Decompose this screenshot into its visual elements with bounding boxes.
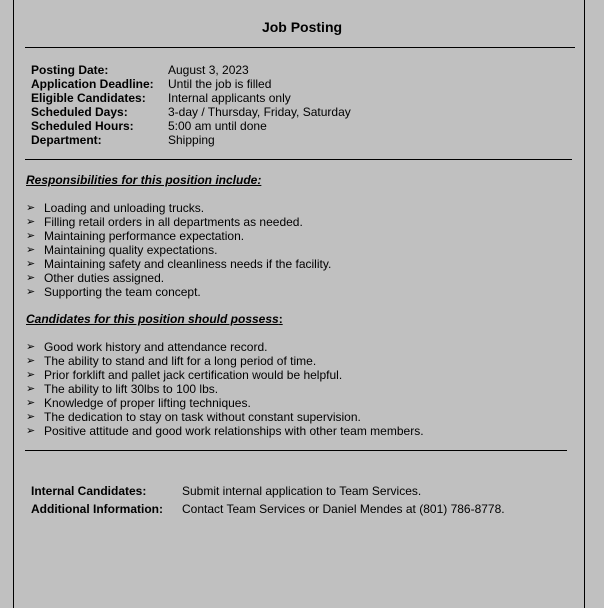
detail-value: Internal applicants only: [168, 91, 291, 105]
list-item: ➢ Maintaining safety and cleanliness needs if the facility.: [26, 257, 332, 271]
arrow-bullet-icon: ➢: [26, 369, 36, 381]
contact-label: Internal Candidates:: [31, 484, 147, 498]
contact-value: Submit internal application to Team Services.: [182, 484, 422, 498]
arrow-bullet-icon: ➢: [26, 397, 36, 409]
arrow-bullet-icon: ➢: [26, 258, 36, 270]
arrow-bullet-icon: ➢: [26, 411, 36, 423]
arrow-bullet-icon: ➢: [26, 383, 36, 395]
detail-label: Scheduled Hours:: [31, 119, 134, 133]
list-item: ➢ Maintaining performance expectation.: [26, 229, 245, 243]
title-divider: [25, 47, 575, 48]
qualifications-heading: Candidates for this position should possess:: [26, 312, 283, 326]
contact-divider: [25, 450, 567, 451]
arrow-bullet-icon: ➢: [26, 216, 36, 228]
arrow-bullet-icon: ➢: [26, 286, 36, 298]
arrow-bullet-icon: ➢: [26, 425, 36, 437]
detail-value: August 3, 2023: [168, 63, 249, 77]
list-item: ➢ Positive attitude and good work relationships with other team members.: [26, 424, 424, 438]
page-title: Job Posting: [261, 19, 343, 35]
contact-label: Additional Information:: [31, 502, 163, 516]
list-item: ➢ Knowledge of proper lifting techniques.: [26, 396, 251, 410]
list-item: ➢ The ability to stand and lift for a long period of time.: [26, 354, 317, 368]
arrow-bullet-icon: ➢: [26, 272, 36, 284]
contact-value: Contact Team Services or Daniel Mendes at (801) 786-8778.: [182, 502, 505, 516]
arrow-bullet-icon: ➢: [26, 244, 36, 256]
list-item: ➢ Good work history and attendance record.: [26, 340, 268, 354]
list-item: ➢ Prior forklift and pallet jack certification would be helpful.: [26, 368, 343, 382]
detail-label: Eligible Candidates:: [31, 91, 146, 105]
detail-label: Posting Date:: [31, 63, 109, 77]
list-item: ➢ The dedication to stay on task without constant supervision.: [26, 410, 361, 424]
detail-value: Until the job is filled: [168, 77, 272, 91]
detail-value: 5:00 am until done: [168, 119, 267, 133]
responsibilities-list: [26, 201, 331, 299]
detail-label: Department:: [31, 133, 102, 147]
list-item: ➢ Filling retail orders in all departments as needed.: [26, 215, 303, 229]
responsibilities-heading: Responsibilities for this position include:: [26, 173, 262, 187]
detail-label: Scheduled Days:: [31, 105, 128, 119]
arrow-bullet-icon: ➢: [26, 230, 36, 242]
qualifications-list: [26, 340, 424, 438]
arrow-bullet-icon: ➢: [26, 202, 36, 214]
list-item: ➢ Supporting the team concept.: [26, 285, 201, 299]
arrow-bullet-icon: ➢: [26, 341, 36, 353]
detail-value: Shipping: [168, 133, 215, 147]
list-item: ➢ Other duties assigned.: [26, 271, 165, 285]
list-item: ➢ Loading and unloading trucks.: [26, 201, 205, 215]
list-item: ➢ The ability to lift 30lbs to 100 lbs.: [26, 382, 219, 396]
detail-value: 3-day / Thursday, Friday, Saturday: [168, 105, 351, 119]
arrow-bullet-icon: ➢: [26, 355, 36, 367]
list-item: ➢ Maintaining quality expectations.: [26, 243, 218, 257]
detail-label: Application Deadline:: [31, 77, 154, 91]
details-divider: [25, 159, 572, 160]
